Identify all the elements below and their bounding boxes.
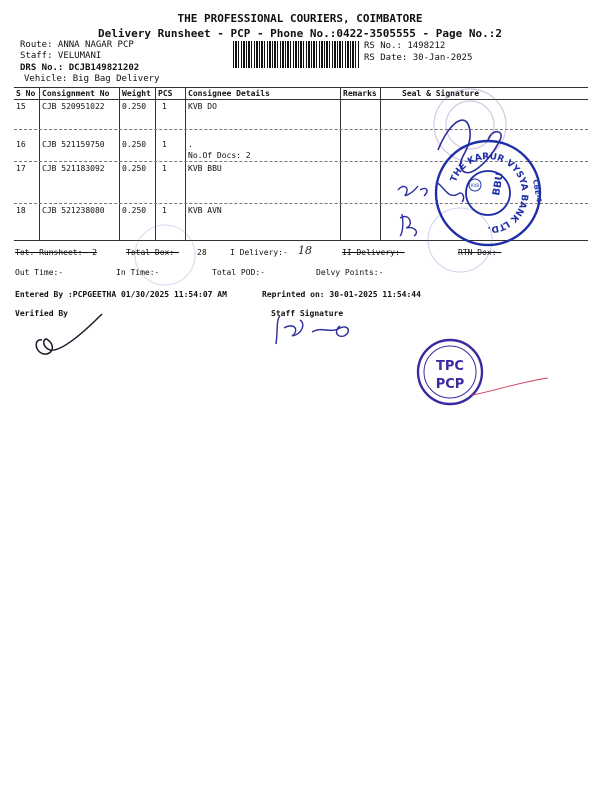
verified-signature-mark [36, 314, 102, 354]
i-delivery-label: I Delivery:- [230, 248, 288, 257]
total-dox-label: Total Dox:- [126, 248, 179, 257]
rs-date: RS Date: 30-Jan-2025 [364, 53, 473, 63]
in-time-label: In Time:- [116, 268, 160, 277]
cell-weight: 0.250 [122, 206, 147, 215]
faint-stamp-mark [434, 89, 506, 161]
col-header-remarks: Remarks [343, 89, 377, 98]
signature-row18-mark [400, 214, 416, 236]
rs-number: RS No.: 1498212 [364, 41, 446, 51]
signature-row17-mark [398, 182, 464, 202]
col-header-consignment: Consignment No [42, 89, 110, 98]
staff-signature-label: Staff Signature [271, 309, 344, 318]
ii-delivery-label: II Delivery:- [342, 248, 405, 257]
cell-weight: 0.250 [122, 102, 147, 111]
cell-sno: 16 [16, 140, 26, 149]
cell-pcs: 1 [162, 140, 167, 149]
company-title: THE PROFESSIONAL COURIERS, COIMBATORE [177, 12, 423, 25]
cell-pcs: 1 [162, 102, 167, 111]
cell-consignee: . [188, 140, 193, 149]
svg-text:BBU: BBU [491, 171, 507, 197]
drs-number: DRS No.: DCJB149821202 [20, 63, 140, 73]
total-pod-label: Total POD:- [212, 268, 265, 277]
col-header-pcs: PCS [158, 89, 173, 98]
cell-pcs: 1 [162, 164, 167, 173]
out-time-label: Out Time:- [15, 268, 64, 277]
cell-consignee: KVB DO [188, 102, 217, 111]
cell-consignee: KVB BBU [188, 164, 222, 173]
cell-weight: 0.250 [122, 140, 147, 149]
cell-consignee: KVB AVN [188, 206, 222, 215]
cell-consignment: CJB 520951022 [42, 102, 105, 111]
tpc-pcp-stamp [418, 340, 548, 404]
rtn-dox-label: RTN Dox:- [458, 248, 502, 257]
reprinted-on: Reprinted on: 30-01-2025 11:54:44 [262, 290, 421, 299]
col-header-weight: Weight [122, 89, 151, 98]
delvy-points-label: Delvy Points:- [316, 268, 384, 277]
faint-stamp-mark [428, 208, 492, 272]
route-label: Route: ANNA NAGAR PCP [20, 40, 134, 50]
col-header-sno: S No [16, 89, 36, 98]
cell-consignment: CJB 521159750 [42, 140, 105, 149]
tot-runsheet: Tot. Runsheet:- 2 [15, 248, 97, 257]
cell-consignment: CJB 521183092 [42, 164, 105, 173]
entered-by: Entered By :PCPGEETHA 01/30/2025 11:54:07 AM [15, 290, 227, 299]
svg-text:THE KARUR VYSYA BANK LTD.: THE KARUR VYSYA BANK LTD. [449, 151, 530, 235]
staff-label: Staff: VELUMANI [20, 51, 102, 61]
svg-text:PCP: PCP [435, 377, 465, 392]
total-dox-value: 28 [197, 248, 207, 257]
i-delivery-value: 18 [298, 244, 312, 257]
cell-doc-count: No.Of Docs: 2 [188, 151, 251, 160]
cell-consignment: CJB 521238080 [42, 206, 105, 215]
verified-by-label: Verified By [15, 309, 68, 318]
faint-stamp-mark [135, 225, 195, 285]
cell-sno: 17 [16, 164, 26, 173]
cell-weight: 0.250 [122, 164, 147, 173]
col-header-seal: Seal & Signature [402, 89, 480, 98]
col-header-consignee: Consignee Details [188, 89, 270, 98]
svg-text:TPC: TPC [436, 359, 464, 374]
svg-text:KVB: KVB [471, 183, 480, 188]
cell-sno: 18 [16, 206, 26, 215]
cell-pcs: 1 [162, 206, 167, 215]
svg-text:CBE-4: CBE-4 [531, 178, 543, 204]
cell-sno: 15 [16, 102, 26, 111]
runsheet-subtitle: Delivery Runsheet - PCP - Phone No.:0422-3505555 - Page No.:2 [98, 27, 502, 40]
vehicle-label: Vehicle: Big Bag Delivery [24, 74, 160, 84]
staff-signature-mark [276, 316, 348, 344]
